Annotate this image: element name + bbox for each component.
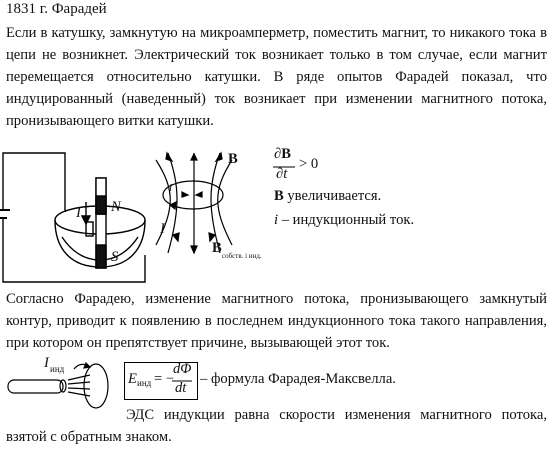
field-symbol: B — [274, 188, 284, 204]
fig3-current-subscript: инд — [50, 364, 65, 374]
paragraph-faraday-law: Согласно Фарадею, изменение магнитного потока, пронизывающего замкнутый контур, приводит к появлению в последнем индукционного тока такого направления, при котором он препятствует причине, вызывающей этот ток. — [6, 291, 547, 351]
paragraph-intro: Если в катушку, замкнутую на микроамперметр, поместить магнит, то никакого тока в цепи не возникнет. Электрический ток возникает только в том случае, если магнит перемещается относительно катушки. В ряде опытов Фарадей показал, что индуцированный (наведенный) ток возникает при изменении магнитного потока, пронизывающего витки катушки. — [6, 25, 547, 129]
current-symbol: i — [274, 212, 279, 228]
induced-current-text: – индукционный ток. — [278, 212, 415, 228]
coil-magnet-diagram — [0, 150, 150, 285]
induced-current-line — [274, 212, 414, 229]
fig1-current-label: I — [76, 205, 81, 221]
fig3-current-label: I — [44, 355, 49, 371]
formula2-denominator: dt — [175, 380, 187, 396]
formula2-emf-subscript: инд — [137, 378, 152, 388]
formula2-caption: – формула Фарадея-Максвелла. — [200, 371, 396, 387]
paragraph-emf-definition: ЭДС индукции равна скорости изменения магнитного потока, взятой с обратным знаком. — [6, 407, 547, 445]
formula1-denominator: ∂t — [276, 166, 288, 182]
fig2-current-label: I — [160, 221, 165, 237]
formula2-emf-symbol: E — [128, 371, 137, 387]
fig2-field-label: B — [228, 151, 238, 167]
fig2-small-i-label: i — [169, 182, 173, 194]
fig2-own-field-label: B — [212, 240, 222, 256]
fig1-north-label: N — [111, 199, 121, 215]
fig2-own-field-subscript: собств. i инд. — [222, 252, 262, 260]
formula1-relation: > 0 — [299, 156, 319, 172]
formula2-numerator: dΦ — [173, 361, 192, 377]
formula1-numerator: ∂B — [274, 146, 291, 162]
field-increasing-text: увеличивается. — [283, 188, 382, 204]
formula2-equals: = − — [154, 371, 175, 387]
page-title: 1831 г. Фарадей — [6, 1, 107, 17]
fig1-south-label: S — [111, 249, 119, 265]
field-increasing-line — [274, 188, 381, 205]
